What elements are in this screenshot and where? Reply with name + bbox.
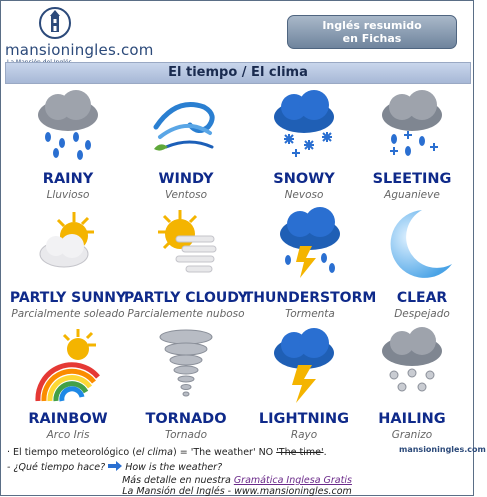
partly-sunny-icon xyxy=(28,206,108,282)
label-en: LIGHTNING xyxy=(258,411,350,427)
label-es: Tornado xyxy=(164,429,208,441)
note-question-es: - ¿Qué tiempo hace? xyxy=(7,462,106,473)
partly-cloudy-icon xyxy=(146,206,226,282)
rainbow-icon xyxy=(28,327,108,403)
sleet-cloud-icon xyxy=(372,87,452,163)
label-es: Aguanieve xyxy=(384,189,440,201)
snow-cloud-icon xyxy=(264,87,344,163)
lightning-icon xyxy=(264,327,344,403)
note-question-en: How is the weather? xyxy=(122,462,223,473)
label-es: Rayo xyxy=(290,429,318,441)
note-weather-meaning xyxy=(7,447,327,458)
tornado-icon xyxy=(146,327,226,403)
thunderstorm-icon xyxy=(270,206,350,282)
label-en: THUNDERSTORM xyxy=(243,290,377,306)
note-text: el clima xyxy=(135,447,173,458)
note-how-weather xyxy=(7,461,222,473)
footer-line-2: La Mansión del Inglés - www.mansioningles.com xyxy=(122,486,352,497)
note-text: · El tiempo meteorológico ( xyxy=(7,447,136,458)
hail-cloud-icon xyxy=(372,327,452,403)
label-es: Granizo xyxy=(391,429,433,441)
label-en: CLEAR xyxy=(396,290,448,306)
note-text: ) = 'The weather' NO xyxy=(173,447,277,458)
label-es: Arco Iris xyxy=(46,429,90,441)
badge-line-1: Inglés resumido xyxy=(322,19,422,32)
badge-line-2: en Fichas xyxy=(342,32,402,45)
summary-badge[interactable] xyxy=(287,15,457,49)
label-en: HAILING xyxy=(378,411,446,427)
label-es: Ventoso xyxy=(164,189,208,201)
label-en: WINDY xyxy=(158,171,214,187)
note-strikethrough: 'The time' xyxy=(276,447,324,458)
logo-text: mansioningles.com xyxy=(5,41,154,59)
label-es: Lluvioso xyxy=(46,189,90,201)
arrow-right-icon xyxy=(108,461,122,471)
page-title: El tiempo / El clima xyxy=(5,62,471,84)
label-en: SNOWY xyxy=(273,171,335,187)
label-en: SLEETING xyxy=(372,171,452,187)
label-es: Parcialmente soleado xyxy=(11,308,125,320)
label-es: Parcialemente nuboso xyxy=(127,308,245,320)
label-en: RAINY xyxy=(42,171,94,187)
mansion-logo-icon xyxy=(39,7,71,39)
wind-icon xyxy=(146,87,226,163)
moon-icon xyxy=(382,206,462,282)
label-en: RAINBOW xyxy=(28,411,108,427)
footer-line-1 xyxy=(1,475,473,486)
label-es: Despejado xyxy=(394,308,450,320)
label-en: TORNADO xyxy=(145,411,227,427)
logo[interactable] xyxy=(5,5,165,65)
note-text: . xyxy=(323,447,327,458)
label-es: Nevoso xyxy=(284,189,324,201)
grammar-link[interactable]: Gramática Inglesa Gratis xyxy=(233,475,352,486)
footer-text: Más detalle en nuestra xyxy=(122,475,234,486)
site-watermark: mansioningles.com xyxy=(399,445,486,454)
label-es: Tormenta xyxy=(285,308,335,320)
label-en: PARTLY SUNNY xyxy=(9,290,127,306)
rain-cloud-icon xyxy=(28,87,108,163)
label-en: PARTLY CLOUDY xyxy=(124,290,248,306)
